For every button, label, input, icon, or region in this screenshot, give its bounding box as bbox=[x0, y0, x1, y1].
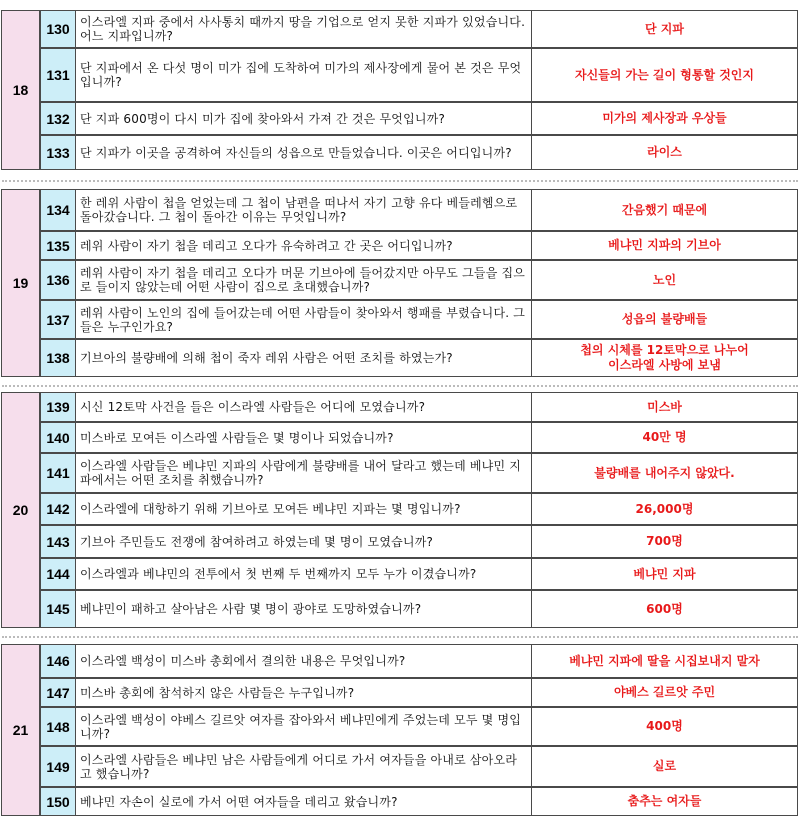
answer-text: 베냐민 지파의 기브아 bbox=[532, 231, 798, 260]
question-number: 135 bbox=[40, 231, 76, 260]
question-text: 기브아의 불량배에 의해 첩이 죽자 레위 사람은 어떤 조치를 하였는가? bbox=[76, 339, 532, 377]
question-row bbox=[40, 678, 798, 707]
chapter-section-21 bbox=[0, 644, 800, 816]
question-number: 147 bbox=[40, 678, 76, 707]
question-number: 140 bbox=[40, 422, 76, 453]
question-row bbox=[40, 493, 798, 525]
question-row bbox=[40, 590, 798, 628]
chapter-number: 18 bbox=[1, 10, 40, 170]
question-text: 미스바로 모여든 이스라엘 사람들은 몇 명이나 되었습니까? bbox=[76, 422, 532, 453]
chapter-number: 20 bbox=[1, 392, 40, 628]
question-text: 레위 사람이 자기 첩을 데리고 오다가 머문 기브아에 들어갔지만 아무도 그들을 집으로 들이지 않았는데 어떤 사람이 집으로 초대했습니까? bbox=[76, 260, 532, 300]
question-text: 베냐민 자손이 실로에 가서 어떤 여자들을 데리고 왔습니까? bbox=[76, 787, 532, 816]
question-text: 이스라엘에 대항하기 위해 기브아로 모여든 베냐민 지파는 몇 명입니까? bbox=[76, 493, 532, 525]
question-text: 이스라엘 지파 중에서 사사통치 때까지 땅을 기업으로 얻지 못한 지파가 있었습니다. 어느 지파입니까? bbox=[76, 10, 532, 48]
answer-text: 600명 bbox=[532, 590, 798, 628]
question-row bbox=[40, 525, 798, 558]
answer-text: 노인 bbox=[532, 260, 798, 300]
question-number: 148 bbox=[40, 707, 76, 746]
answer-text: 실로 bbox=[532, 746, 798, 787]
question-row bbox=[40, 231, 798, 260]
question-number: 139 bbox=[40, 392, 76, 422]
question-row bbox=[40, 707, 798, 746]
question-row bbox=[40, 48, 798, 102]
question-number: 136 bbox=[40, 260, 76, 300]
question-row bbox=[40, 787, 798, 816]
question-row bbox=[40, 260, 798, 300]
question-text: 미스바 총회에 참석하지 않은 사람들은 누구입니까? bbox=[76, 678, 532, 707]
question-text: 한 레위 사람이 첩을 얻었는데 그 첩이 남편을 떠나서 자기 고향 유다 베들레헴으로 돌아갔습니다. 그 첩이 돌아간 이유는 무엇입니까? bbox=[76, 189, 532, 231]
question-text: 이스라엘 백성이 야베스 길르앗 여자를 잡아와서 베냐민에게 주었는데 모두 몇 명입니까? bbox=[76, 707, 532, 746]
answer-text: 40만 명 bbox=[532, 422, 798, 453]
question-row bbox=[40, 189, 798, 231]
question-row bbox=[40, 10, 798, 48]
question-number: 150 bbox=[40, 787, 76, 816]
question-row bbox=[40, 339, 798, 377]
question-text: 단 지파가 이곳을 공격하여 자신들의 성읍으로 만들었습니다. 이곳은 어디입니까? bbox=[76, 135, 532, 170]
answer-text: 베냐민 지파 bbox=[532, 558, 798, 590]
question-number: 131 bbox=[40, 48, 76, 102]
answer-text: 춤추는 여자들 bbox=[532, 787, 798, 816]
question-number: 149 bbox=[40, 746, 76, 787]
question-text: 이스라엘 백성이 미스바 총회에서 결의한 내용은 무엇입니까? bbox=[76, 644, 532, 678]
question-row bbox=[40, 422, 798, 453]
question-number: 133 bbox=[40, 135, 76, 170]
answer-text: 400명 bbox=[532, 707, 798, 746]
answer-text: 불량배를 내어주지 않았다. bbox=[532, 453, 798, 493]
chapter-section-18 bbox=[0, 10, 800, 170]
chapter-number: 19 bbox=[1, 189, 40, 377]
answer-text: 베냐민 지파에 딸을 시집보내지 말자 bbox=[532, 644, 798, 678]
question-text: 시신 12토막 사건을 들은 이스라엘 사람들은 어디에 모였습니까? bbox=[76, 392, 532, 422]
question-text: 레위 사람이 자기 첩을 데리고 오다가 유숙하려고 간 곳은 어디입니까? bbox=[76, 231, 532, 260]
answer-text: 간음했기 때문에 bbox=[532, 189, 798, 231]
question-number: 132 bbox=[40, 102, 76, 135]
question-text: 레위 사람이 노인의 집에 들어갔는데 어떤 사람들이 찾아와서 행패를 부렸습니다. 그들은 누구인가요? bbox=[76, 300, 532, 339]
question-number: 144 bbox=[40, 558, 76, 590]
question-number: 141 bbox=[40, 453, 76, 493]
question-number: 142 bbox=[40, 493, 76, 525]
chapter-section-20 bbox=[0, 392, 800, 628]
question-row bbox=[40, 300, 798, 339]
answer-text: 26,000명 bbox=[532, 493, 798, 525]
question-number: 134 bbox=[40, 189, 76, 231]
question-text: 단 지파 600명이 다시 미가 집에 찾아와서 가져 간 것은 무엇입니까? bbox=[76, 102, 532, 135]
question-text: 베냐민이 패하고 살아남은 사람 몇 명이 광야로 도망하였습니까? bbox=[76, 590, 532, 628]
section-divider bbox=[2, 180, 798, 182]
question-number: 130 bbox=[40, 10, 76, 48]
question-row bbox=[40, 135, 798, 170]
question-text: 단 지파에서 온 다섯 명이 미가 집에 도착하여 미가의 제사장에게 물어 본 것은 무엇입니까? bbox=[76, 48, 532, 102]
question-row bbox=[40, 453, 798, 493]
answer-text: 야베스 길르앗 주민 bbox=[532, 678, 798, 707]
answer-text: 미가의 제사장과 우상들 bbox=[532, 102, 798, 135]
question-row bbox=[40, 746, 798, 787]
question-number: 137 bbox=[40, 300, 76, 339]
question-number: 146 bbox=[40, 644, 76, 678]
question-text: 이스라엘과 베냐민의 전투에서 첫 번째 두 번째까지 모두 누가 이겼습니까? bbox=[76, 558, 532, 590]
question-text: 이스라엘 사람들은 베냐민 지파의 사람에게 불량배를 내어 달라고 했는데 베냐민 지파에서는 어떤 조치를 취했습니까? bbox=[76, 453, 532, 493]
chapter-section-19 bbox=[0, 189, 800, 377]
answer-text: 미스바 bbox=[532, 392, 798, 422]
answer-text: 700명 bbox=[532, 525, 798, 558]
question-text: 기브아 주민들도 전쟁에 참여하려고 하였는데 몇 명이 모였습니까? bbox=[76, 525, 532, 558]
question-number: 138 bbox=[40, 339, 76, 377]
answer-text: 단 지파 bbox=[532, 10, 798, 48]
answer-text: 첩의 시체를 12토막으로 나누어 이스라엘 사방에 보냄 bbox=[532, 339, 798, 377]
answer-text: 성읍의 불량배들 bbox=[532, 300, 798, 339]
section-divider bbox=[2, 636, 798, 638]
question-text: 이스라엘 사람들은 베냐민 남은 사람들에게 어디로 가서 여자들을 아내로 삼아오라고 했습니까? bbox=[76, 746, 532, 787]
chapter-number: 21 bbox=[1, 644, 40, 816]
question-row bbox=[40, 644, 798, 678]
section-divider bbox=[2, 385, 798, 387]
answer-text: 자신들의 가는 길이 형통할 것인지 bbox=[532, 48, 798, 102]
question-number: 145 bbox=[40, 590, 76, 628]
question-number: 143 bbox=[40, 525, 76, 558]
answer-text: 라이스 bbox=[532, 135, 798, 170]
question-row bbox=[40, 558, 798, 590]
question-row bbox=[40, 392, 798, 422]
question-row bbox=[40, 102, 798, 135]
